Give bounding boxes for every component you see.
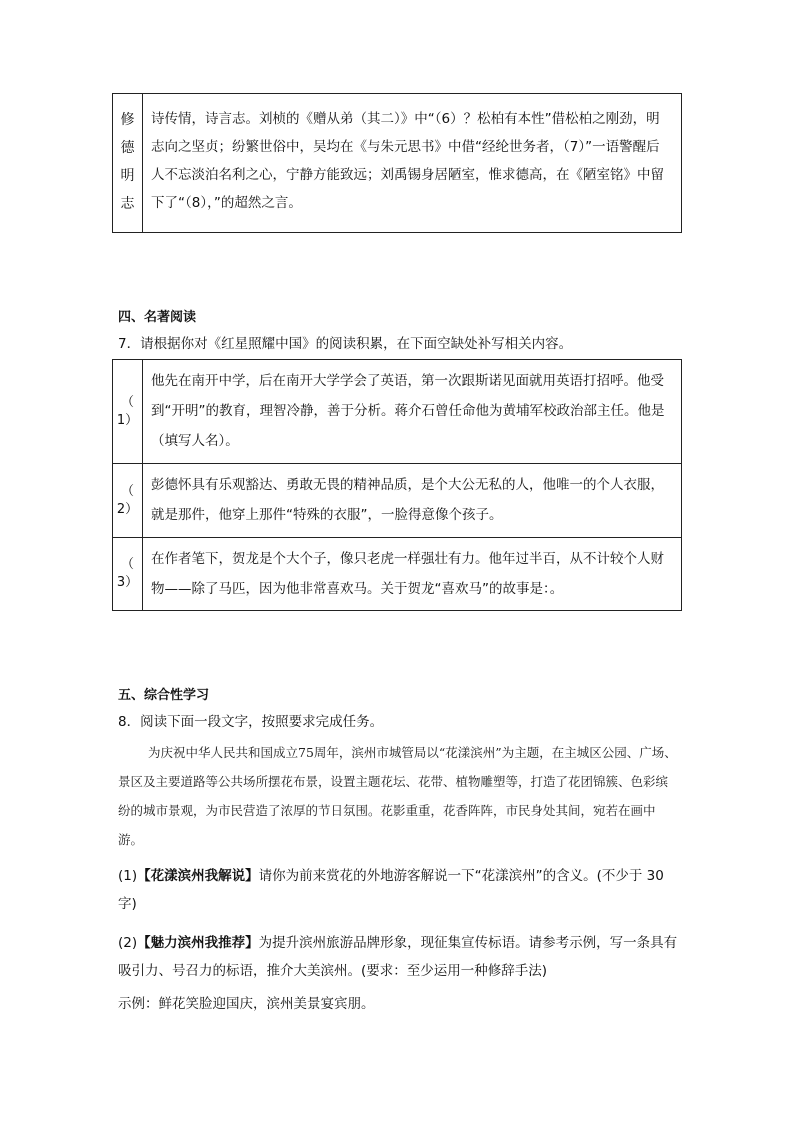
header-char: 明 bbox=[120, 168, 135, 184]
poetry-table-header bbox=[113, 94, 143, 232]
poetry-table-content: 诗传情，诗言志。刘桢的《赠从弟（其二）》中“（6）？松柏有本性”借松柏之刚劲，明志向之坚贞；纷繁世俗中，吴均在《与朱元思书》中借“经纶世务者，（7）”一语警醒后人不忘淡泊名利之心，宁静方能致远；刘禹锡身居陋室，惟求德高，在《陋室铭》中留下了“（8），”的超然之言。 bbox=[151, 111, 664, 211]
table-row bbox=[113, 360, 681, 463]
question-8: 8．阅读下面一段文字，按照要求完成任务。 bbox=[118, 714, 384, 730]
example-line: 示例：鲜花笑脸迎国庆，滨州美景宴宾朋。 bbox=[118, 996, 375, 1012]
section-title-comprehensive: 五、综合性学习 bbox=[118, 688, 210, 703]
section-title-reading: 四、名著阅读 bbox=[118, 310, 197, 325]
header-char: 修 bbox=[120, 112, 135, 128]
table-row bbox=[113, 537, 681, 610]
sub-question-2: (2)【魅力滨州我推荐】为提升滨州旅游品牌形象，现征集宣传标语。请参考示例，写一条具有吸引力、号召力的标语，推介大美滨州。(要求：至少运用一种修辞手法) bbox=[118, 935, 678, 979]
row-text: 在作者笔下，贺龙是个大个子，像只老虎一样强壮有力。他年过半百，从不计较个人财物——除了马匹，因为他非常喜欢马。关于贺龙“喜欢马”的故事是：。 bbox=[151, 551, 664, 597]
reading-passage: 为庆祝中华人民共和国成立75周年，滨州市城管局以“花漾滨州”为主题，在主城区公园、广场、景区及主要道路等公共场所摆花布景，设置主题花坛、花带、植物雕塑等，打造了花团锦簇、色彩缤纷的城市景观，为市民营造了浓厚的节日氛围。花影重重，花香阵阵，市民身处其间，宛若在画中游。 bbox=[118, 745, 677, 847]
row-number: （ 1） bbox=[113, 360, 143, 463]
row-number: （ 3） bbox=[113, 538, 143, 610]
row-text: 他先在南开中学，后在南开大学学会了英语，第一次跟斯诺见面就用英语打招呼。他受到“开明”的教育，理智冷静，善于分析。蒋介石曾任命他为黄埔军校政治部主任。他是（填写人名）。 bbox=[151, 373, 665, 449]
header-char: 德 bbox=[120, 140, 135, 156]
row-number: （ 2） bbox=[113, 464, 143, 537]
sub-question-1-tag: 【花漾滨州我解说】 bbox=[137, 868, 259, 884]
sub-question-2-tag: 【魅力滨州我推荐】 bbox=[137, 935, 259, 951]
table-row bbox=[113, 463, 681, 537]
row-text: 彭德怀具有乐观豁达、勇敢无畏的精神品质，是个大公无私的人，他唯一的个人衣服，就是那件，他穿上那件“特殊的衣服”，一脸得意像个孩子。 bbox=[151, 477, 664, 523]
sub-question-1: (1)【花漾滨州我解说】请你为前来赏花的外地游客解说一下“花漾滨州”的含义。(不少于 30 字) bbox=[118, 868, 664, 912]
question-7: 7．请根据你对《红星照耀中国》的阅读积累，在下面空缺处补写相关内容。 bbox=[118, 336, 573, 352]
poetry-table bbox=[112, 93, 682, 233]
reading-table bbox=[112, 359, 682, 611]
header-char: 志 bbox=[120, 196, 135, 212]
